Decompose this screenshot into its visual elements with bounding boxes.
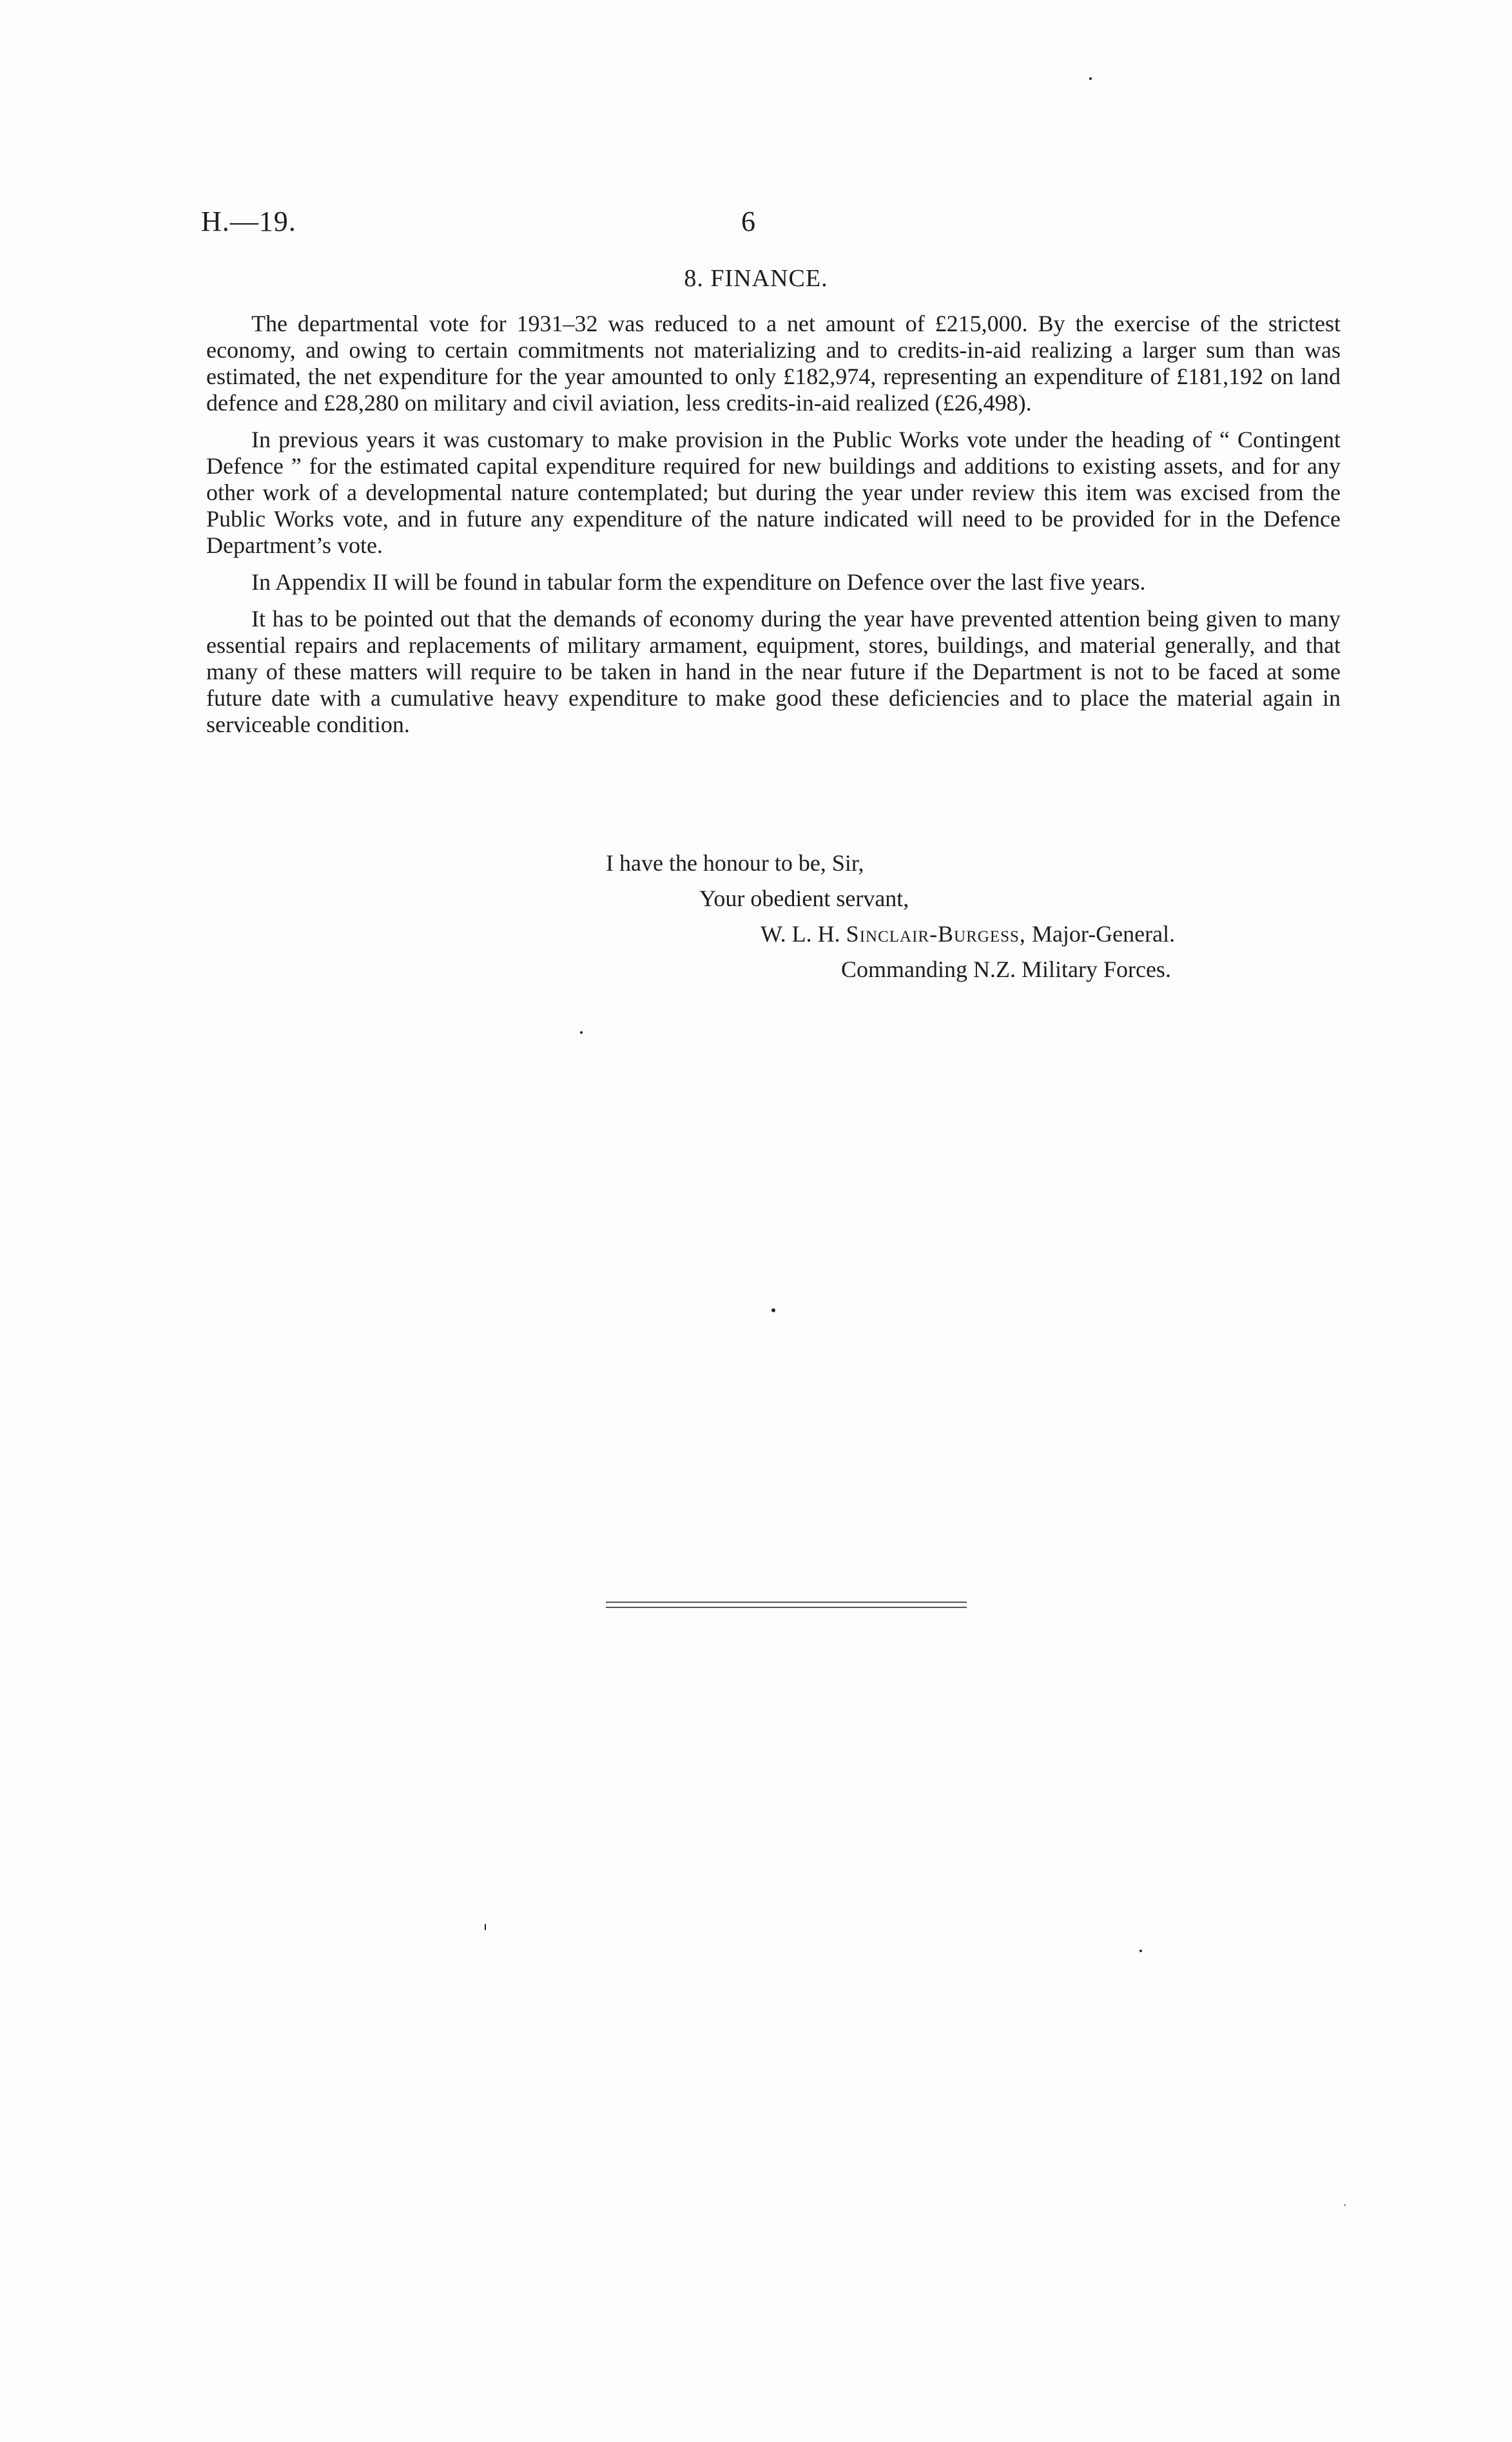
signature-line [761,920,1175,947]
end-rule [606,1602,967,1603]
body-text [206,311,1341,748]
signatory-name: Sinclair-Burgess, [846,921,1026,947]
page-number: 6 [741,206,755,237]
signatory-rank: Major-General. [1031,921,1176,947]
paragraph: In Appendix II will be found in tabular form the expenditure on Defence over the last five years. [251,569,1146,595]
paragraph: In previous years it was customary to make provision in the Public Works vote under the heading of “ Contingent Defence ” for the estimated capital expenditure required for new buildings and additions to existing assets, and for any other work of a developmental nature contemplated; but during the year under review this item was excised from the Public Works vote, and in future any expenditure of the nature indicated will need to be provided for in the Defence Department’s vote. [206,427,1341,558]
signatory-initials: W. L. H. [761,921,840,947]
paragraph: It has to be pointed out that the demands of economy during the year have prevented attention being given to many essential repairs and replacements of military armament, equipment, stores, buildings, and material generally, and that many of these matters will require to be taken in hand in the near future if the Department is not to be faced at some future date with a cumulative heavy expenditure to make good these deficiencies and to place the material again in serviceable condition. [206,606,1341,737]
section-title: 8. FINANCE. [684,265,828,292]
end-rule-double [606,1607,967,1608]
closing-valediction: Your obedient servant, [699,886,909,911]
scan-speck [1139,1950,1142,1952]
signatory-title: Commanding N.Z. Military Forces. [841,956,1171,982]
document-reference: H.—19. [201,206,296,237]
paragraph: The departmental vote for 1931–32 was reduced to a net amount of £215,000. By the exercise of the strictest economy, and owing to certain commitments not materializing and to credits-in-aid realizing a larger sum than was estimated, the net expenditure for the year amounted to only £182,974, representing an expenditure of £181,192 on land defence and £28,280 on military and civil aviation, less credits-in-aid realized (£26,498). [206,311,1341,416]
scan-speck [1089,77,1092,80]
scan-speck [1344,2204,1346,2206]
scan-speck [485,1924,486,1930]
scan-speck [771,1308,775,1312]
closing-salutation: I have the honour to be, Sir, [606,850,864,876]
scan-speck [580,1031,583,1034]
